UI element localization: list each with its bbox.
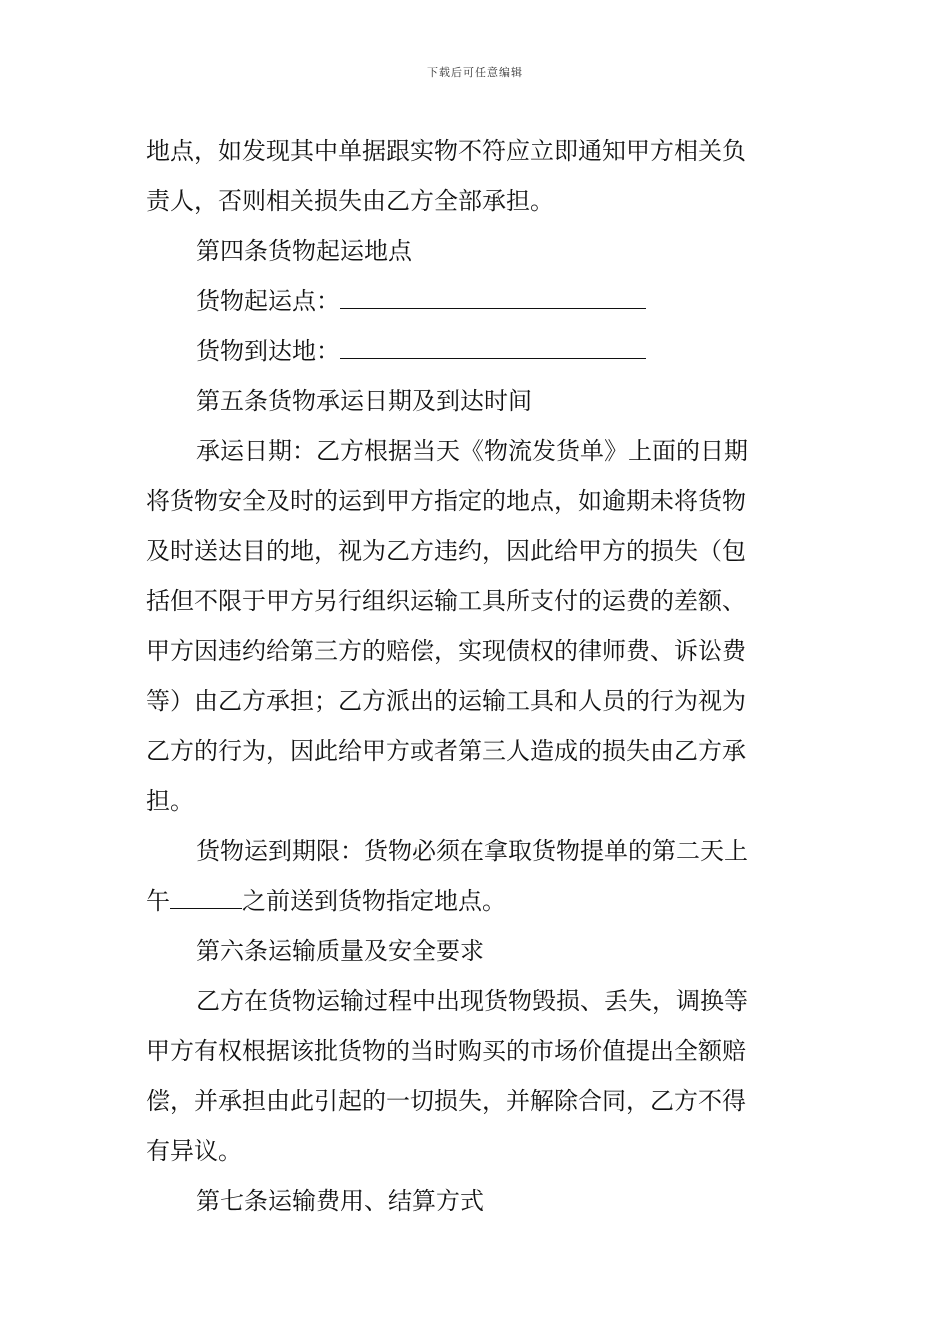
page-header-note: 下载后可任意编辑 <box>427 66 523 79</box>
destination-blank <box>340 338 646 359</box>
section-heading-article-5: 第五条货物承运日期及到达时间 <box>196 387 532 415</box>
paragraph-line: 乙方的行为，因此给甲方或者第三人造成的损失由乙方承 <box>146 737 746 765</box>
section-heading-article-7: 第七条运输费用、结算方式 <box>196 1187 484 1215</box>
paragraph-line: 担。 <box>146 787 194 815</box>
deadline-prefix: 午 <box>146 887 170 915</box>
origin-field <box>196 286 646 316</box>
deadline-blank <box>170 888 242 909</box>
origin-blank <box>340 288 646 309</box>
deadline-suffix: 之前送到货物指定地点。 <box>242 887 506 915</box>
paragraph-line: 有异议。 <box>146 1137 242 1165</box>
paragraph-line: 地点，如发现其中单据跟实物不符应立即通知甲方相关负 <box>146 137 746 165</box>
paragraph-line: 将货物安全及时的运到甲方指定的地点，如逾期未将货物 <box>146 487 746 515</box>
paragraph-line: 括但不限于甲方另行组织运输工具所支付的运费的差额、 <box>146 587 746 615</box>
paragraph-line: 及时送达目的地，视为乙方违约，因此给甲方的损失（包 <box>146 537 746 565</box>
paragraph-line: 货物运到期限：货物必须在拿取货物提单的第二天上 <box>196 837 748 865</box>
destination-field <box>196 336 646 366</box>
deadline-line <box>146 886 506 916</box>
paragraph-line: 甲方有权根据该批货物的当时购买的市场价值提出全额赔 <box>146 1037 746 1065</box>
paragraph-line: 责人，否则相关损失由乙方全部承担。 <box>146 187 554 215</box>
origin-label: 货物起运点： <box>196 287 340 315</box>
paragraph-line: 等）由乙方承担；乙方派出的运输工具和人员的行为视为 <box>146 687 746 715</box>
paragraph-line: 承运日期：乙方根据当天《物流发货单》上面的日期 <box>196 437 748 465</box>
destination-label: 货物到达地： <box>196 337 340 365</box>
paragraph-line: 乙方在货物运输过程中出现货物毁损、丢失，调换等 <box>196 987 748 1015</box>
paragraph-line: 偿，并承担由此引起的一切损失，并解除合同，乙方不得 <box>146 1087 746 1115</box>
section-heading-article-6: 第六条运输质量及安全要求 <box>196 937 484 965</box>
section-heading-article-4: 第四条货物起运地点 <box>196 237 412 265</box>
paragraph-line: 甲方因违约给第三方的赔偿，实现债权的律师费、诉讼费 <box>146 637 746 665</box>
